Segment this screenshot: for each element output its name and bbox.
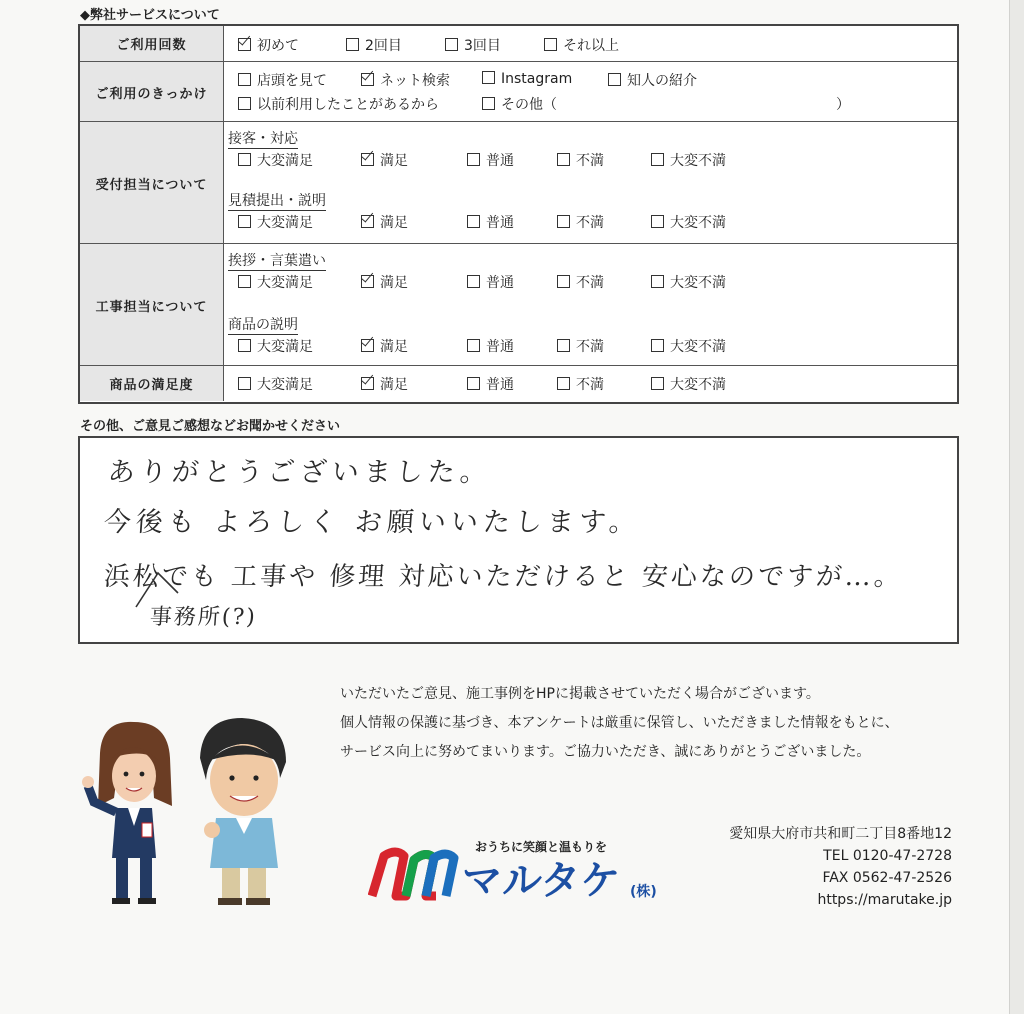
option-used-before[interactable]: 以前利用したことがあるから [238, 94, 439, 114]
rating-very-satisfied[interactable]: 大変満足 [238, 150, 313, 170]
checkbox-icon[interactable] [467, 377, 480, 390]
rating-very-dissatisfied[interactable]: 大変不満 [651, 374, 726, 394]
rating-neutral[interactable]: 普通 [467, 336, 514, 356]
row-trigger [80, 61, 957, 122]
handwritten-line-1: ありがとうございました。 [106, 457, 493, 488]
checkbox-icon[interactable] [651, 215, 664, 228]
row-label: 工事担当について [80, 244, 224, 366]
row-label: ご利用のきっかけ [80, 62, 224, 122]
marutake-logo [368, 834, 668, 904]
rating-dissatisfied[interactable]: 不満 [557, 212, 604, 232]
survey-section-title: ◆弊社サービスについて [80, 8, 220, 23]
checkbox-icon[interactable] [557, 153, 570, 166]
checkbox-icon[interactable] [238, 73, 251, 86]
woman-mascot-icon [82, 722, 172, 904]
rating-very-satisfied[interactable]: 大変満足 [238, 212, 313, 232]
checkbox-icon[interactable] [238, 275, 251, 288]
option-instagram[interactable]: Instagram [482, 70, 572, 87]
rating-very-dissatisfied[interactable]: 大変不満 [651, 150, 726, 170]
rating-satisfied[interactable]: 満足 [361, 336, 408, 356]
checkbox-icon[interactable] [238, 339, 251, 352]
checkbox-icon[interactable] [238, 97, 251, 110]
row-construction [80, 243, 957, 366]
staff-mascot-illustration [82, 718, 302, 908]
rating-dissatisfied[interactable]: 不満 [557, 336, 604, 356]
checkbox-icon[interactable] [482, 71, 495, 84]
row-usage-count [80, 26, 957, 61]
checkbox-checked-icon[interactable] [361, 215, 374, 228]
checkbox-icon[interactable] [238, 215, 251, 228]
rating-satisfied[interactable]: 満足 [361, 374, 408, 394]
option-more[interactable]: それ以上 [544, 35, 619, 55]
other-close-paren: ） [836, 97, 850, 113]
option-other[interactable]: その他（ [482, 94, 557, 114]
checkbox-icon[interactable] [445, 38, 458, 51]
checkbox-checked-icon[interactable] [361, 153, 374, 166]
checkbox-icon[interactable] [467, 339, 480, 352]
row-reception [80, 121, 957, 244]
sub-heading: 見積提出・説明 [228, 193, 326, 209]
comment-title: その他、ご意見ご感想などお聞かせください [80, 419, 341, 434]
scan-edge [1009, 0, 1024, 1014]
company-name: マルタケ [462, 858, 621, 904]
handwritten-insert: 事務所(?) [148, 605, 258, 630]
row-label: 商品の満足度 [80, 366, 224, 401]
checkbox-icon[interactable] [238, 153, 251, 166]
checkbox-icon[interactable] [238, 377, 251, 390]
option-storefront[interactable]: 店頭を見て [238, 70, 327, 90]
company-address-block [729, 823, 952, 911]
checkbox-icon[interactable] [482, 97, 495, 110]
option-referral[interactable]: 知人の紹介 [608, 70, 697, 90]
checkbox-checked-icon[interactable] [361, 377, 374, 390]
rating-neutral[interactable]: 普通 [467, 374, 514, 394]
row-product-satisfaction [80, 365, 957, 401]
rating-very-satisfied[interactable]: 大変満足 [238, 336, 313, 356]
rating-very-dissatisfied[interactable]: 大変不満 [651, 336, 726, 356]
rating-neutral[interactable]: 普通 [467, 272, 514, 292]
checkbox-icon[interactable] [651, 339, 664, 352]
option-web-search[interactable]: ネット検索 [361, 70, 450, 90]
checkbox-checked-icon[interactable] [361, 73, 374, 86]
company-url[interactable]: https://marutake.jp [817, 892, 952, 908]
rating-very-satisfied[interactable]: 大変満足 [238, 374, 313, 394]
checkbox-icon[interactable] [557, 275, 570, 288]
rating-dissatisfied[interactable]: 不満 [557, 150, 604, 170]
man-mascot-icon [200, 718, 286, 905]
rating-dissatisfied[interactable]: 不満 [557, 272, 604, 292]
survey-table [78, 24, 959, 404]
rating-satisfied[interactable]: 満足 [361, 212, 408, 232]
handwritten-line-2: 今後も よろしく お願いいたします。 [102, 507, 642, 538]
checkbox-checked-icon[interactable] [361, 339, 374, 352]
row-label: 受付担当について [80, 122, 224, 244]
rating-very-satisfied[interactable]: 大変満足 [238, 272, 313, 292]
option-third-time[interactable]: 3回目 [445, 35, 501, 55]
option-first-time[interactable]: 初めて [238, 35, 299, 55]
company-suffix: (株) [630, 884, 657, 900]
company-tel: TEL 0120-47-2728 [823, 848, 952, 864]
option-second-time[interactable]: 2回目 [346, 35, 402, 55]
rating-neutral[interactable]: 普通 [467, 212, 514, 232]
handwritten-line-3: 浜松でも 工事や 修理 対応いただけると 安心なのですが…。 [102, 562, 904, 592]
checkbox-icon[interactable] [651, 377, 664, 390]
rating-very-dissatisfied[interactable]: 大変不満 [651, 212, 726, 232]
rating-satisfied[interactable]: 満足 [361, 272, 408, 292]
company-fax: FAX 0562-47-2526 [822, 870, 952, 886]
checkbox-icon[interactable] [544, 38, 557, 51]
sub-heading: 接客・対応 [228, 131, 298, 147]
sub-heading: 商品の説明 [228, 317, 298, 333]
notice-line: サービス向上に努めてまいります。ご協力いただき、誠にありがとうございました。 [340, 744, 871, 760]
checkbox-icon[interactable] [557, 215, 570, 228]
row-label: ご利用回数 [80, 26, 224, 61]
company-tagline: おうちに笑顔と温もりを [475, 840, 608, 854]
rating-satisfied[interactable]: 満足 [361, 150, 408, 170]
checkbox-checked-icon[interactable] [238, 38, 251, 51]
privacy-notice [340, 680, 899, 767]
checkbox-icon[interactable] [608, 73, 621, 86]
rating-neutral[interactable]: 普通 [467, 150, 514, 170]
checkbox-icon[interactable] [651, 275, 664, 288]
sub-heading: 挨拶・言葉遣い [228, 253, 326, 269]
checkbox-icon[interactable] [467, 215, 480, 228]
notice-line: いただいたご意見、施工事例をHPに掲載させていただく場合がございます。 [340, 686, 820, 702]
rating-dissatisfied[interactable]: 不満 [557, 374, 604, 394]
checkbox-icon[interactable] [557, 339, 570, 352]
notice-line: 個人情報の保護に基づき、本アンケートは厳重に保管し、いただきました情報をもとに、 [340, 715, 899, 731]
company-address: 愛知県大府市共和町二丁目8番地12 [729, 826, 952, 842]
rating-very-dissatisfied[interactable]: 大変不満 [651, 272, 726, 292]
checkbox-icon[interactable] [557, 377, 570, 390]
checkbox-icon[interactable] [346, 38, 359, 51]
checkbox-checked-icon[interactable] [361, 275, 374, 288]
checkbox-icon[interactable] [651, 153, 664, 166]
checkbox-icon[interactable] [467, 275, 480, 288]
checkbox-icon[interactable] [467, 153, 480, 166]
